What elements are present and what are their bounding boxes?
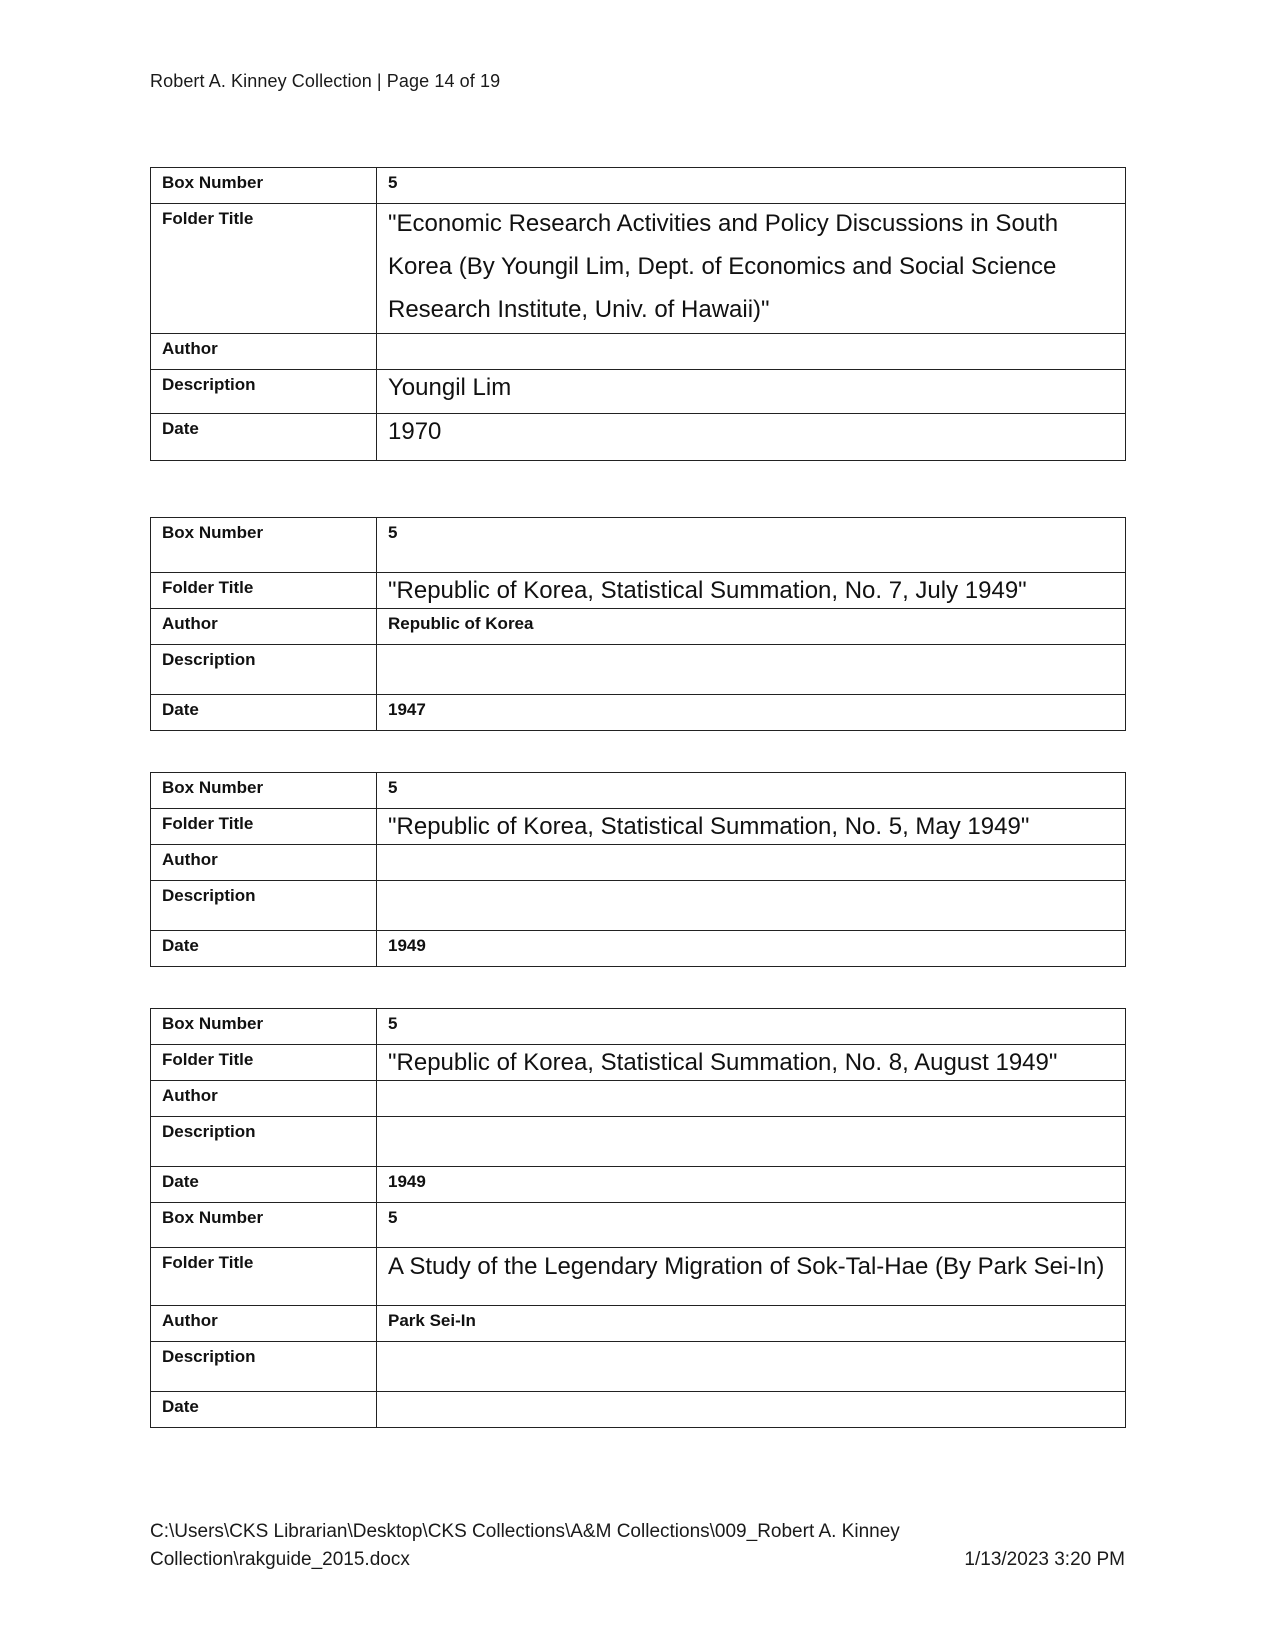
box-number-label: Box Number xyxy=(151,518,377,573)
record-table-1 xyxy=(150,167,1126,461)
footer-path-line2: Collection\rakguide_2015.docx xyxy=(150,1549,410,1570)
footer-timestamp: 1/13/2023 3:20 PM xyxy=(964,1549,1125,1570)
description-label: Description xyxy=(151,645,377,695)
folder-title-label: Folder Title xyxy=(151,573,377,609)
date-label: Date xyxy=(151,931,377,967)
author-value xyxy=(377,1081,1126,1117)
row-folder-title xyxy=(151,809,1126,845)
description-label: Description xyxy=(151,370,377,414)
author-label: Author xyxy=(151,609,377,645)
row-box-number xyxy=(151,518,1126,573)
row-author xyxy=(151,845,1126,881)
row-folder-title xyxy=(151,1045,1126,1081)
row-box-number xyxy=(151,773,1126,809)
description-label: Description xyxy=(151,881,377,931)
row-description xyxy=(151,1342,1126,1392)
folder-title-label: Folder Title xyxy=(151,809,377,845)
date-label: Date xyxy=(151,1167,377,1203)
description-value xyxy=(377,645,1126,695)
date-label: Date xyxy=(151,414,377,461)
footer-line2 xyxy=(150,1546,1125,1574)
row-folder-title xyxy=(151,204,1126,334)
folder-title-value: "Republic of Korea, Statistical Summation, No. 5, May 1949" xyxy=(377,809,1126,845)
description-value xyxy=(377,1342,1126,1392)
folder-title-value: A Study of the Legendary Migration of Sok-Tal-Hae (By Park Sei-In) xyxy=(377,1248,1126,1306)
date-value: 1947 xyxy=(377,695,1126,731)
date-value: 1970 xyxy=(377,414,1126,461)
description-value xyxy=(377,1117,1126,1167)
row-date xyxy=(151,931,1126,967)
author-value: Park Sei-In xyxy=(377,1306,1126,1342)
description-value: Youngil Lim xyxy=(377,370,1126,414)
box-number-label: Box Number xyxy=(151,168,377,204)
date-value: 1949 xyxy=(377,931,1126,967)
page-header: Robert A. Kinney Collection | Page 14 of 19 xyxy=(150,71,501,91)
row-description xyxy=(151,1117,1126,1167)
record-table-3 xyxy=(150,772,1126,967)
folder-title-label: Folder Title xyxy=(151,204,377,334)
author-label: Author xyxy=(151,1306,377,1342)
row-author xyxy=(151,1306,1126,1342)
description-value xyxy=(377,881,1126,931)
record-table-2 xyxy=(150,517,1126,731)
box-number-value: 5 xyxy=(377,1203,1126,1248)
row-box-number xyxy=(151,1009,1126,1045)
row-box-number xyxy=(151,1203,1126,1248)
author-value xyxy=(377,845,1126,881)
record-table-4 xyxy=(150,1008,1126,1428)
date-label: Date xyxy=(151,695,377,731)
box-number-label: Box Number xyxy=(151,1203,377,1248)
page-footer xyxy=(150,1518,1125,1574)
row-description xyxy=(151,881,1126,931)
description-label: Description xyxy=(151,1342,377,1392)
row-author xyxy=(151,1081,1126,1117)
folder-title-value: "Economic Research Activities and Policy Discussions in South Korea (By Youngil Lim, Dept. of Economics and Social Science Research Institute, Univ. of Hawaii)" xyxy=(377,204,1126,334)
row-author xyxy=(151,334,1126,370)
row-date xyxy=(151,695,1126,731)
box-number-value: 5 xyxy=(377,518,1126,573)
row-description xyxy=(151,370,1126,414)
row-box-number xyxy=(151,168,1126,204)
box-number-value: 5 xyxy=(377,773,1126,809)
author-label: Author xyxy=(151,1081,377,1117)
author-label: Author xyxy=(151,845,377,881)
row-folder-title xyxy=(151,1248,1126,1306)
box-number-value: 5 xyxy=(377,168,1126,204)
box-number-label: Box Number xyxy=(151,1009,377,1045)
folder-title-value: "Republic of Korea, Statistical Summation, No. 7, July 1949" xyxy=(377,573,1126,609)
folder-title-value: "Republic of Korea, Statistical Summation, No. 8, August 1949" xyxy=(377,1045,1126,1081)
row-description xyxy=(151,645,1126,695)
date-label: Date xyxy=(151,1392,377,1428)
date-value: 1949 xyxy=(377,1167,1126,1203)
box-number-value: 5 xyxy=(377,1009,1126,1045)
author-label: Author xyxy=(151,334,377,370)
author-value xyxy=(377,334,1126,370)
folder-title-label: Folder Title xyxy=(151,1045,377,1081)
row-folder-title xyxy=(151,573,1126,609)
folder-title-label: Folder Title xyxy=(151,1248,377,1306)
row-author xyxy=(151,609,1126,645)
author-value: Republic of Korea xyxy=(377,609,1126,645)
row-date xyxy=(151,1167,1126,1203)
row-date xyxy=(151,1392,1126,1428)
date-value xyxy=(377,1392,1126,1428)
footer-path-line1: C:\Users\CKS Librarian\Desktop\CKS Collections\A&M Collections\009_Robert A. Kinney xyxy=(150,1521,900,1542)
box-number-label: Box Number xyxy=(151,773,377,809)
description-label: Description xyxy=(151,1117,377,1167)
row-date xyxy=(151,414,1126,461)
